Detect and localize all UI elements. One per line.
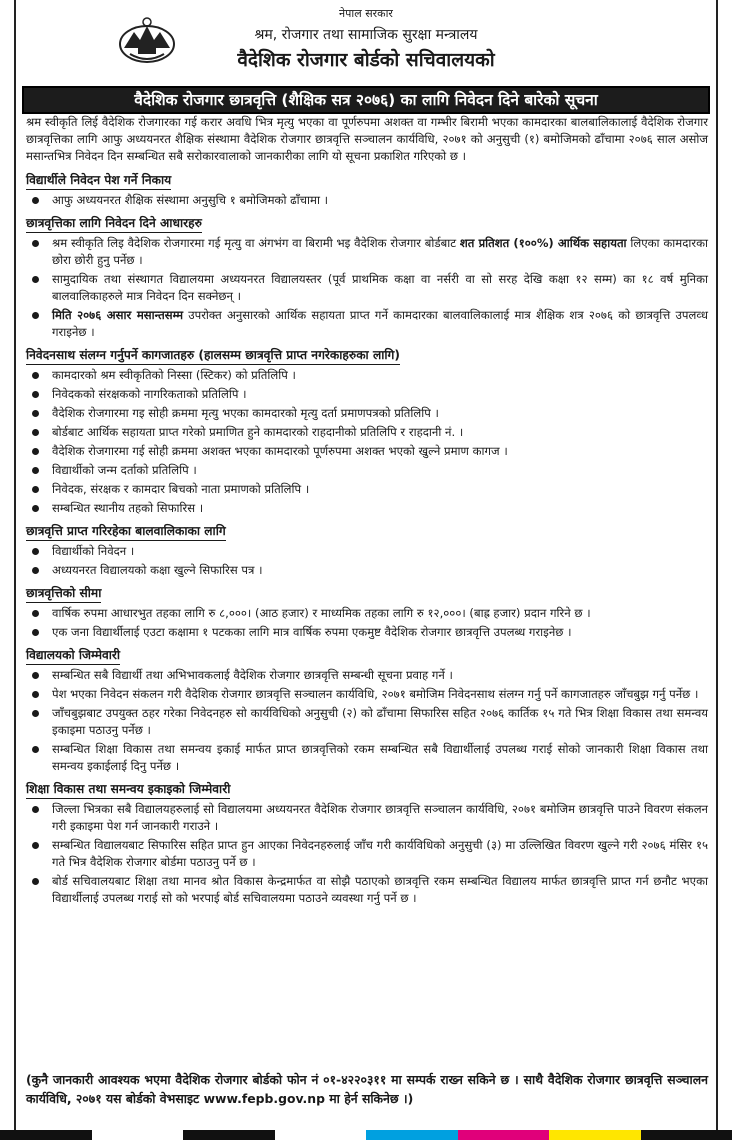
list-item-text: निवेदकको संरक्षकको नागरिकताको प्रतिलिपि ।: [52, 387, 247, 401]
list-item: [26, 705, 708, 739]
bullet-icon: [32, 391, 39, 398]
notice-page: [14, 0, 718, 1140]
list-item: [26, 562, 708, 579]
notice-body: [26, 114, 708, 912]
section-coordination-unit-responsibility: [26, 780, 708, 907]
list-item: [26, 686, 708, 703]
notice-title: वैदेशिक रोजगार छात्रवृत्ति (शैक्षिक सत्र २०७६) का लागि निवेदन दिने बारेको सूचना: [22, 86, 710, 114]
list-item: [26, 386, 708, 403]
bullet-icon: [32, 710, 39, 717]
list-item-text: कामदारको श्रम स्वीकृतिको निस्सा (स्टिकर) को प्रतिलिपि ।: [52, 368, 296, 382]
notice-header: [16, 0, 716, 84]
list-item-text: बोर्ड सचिवालयबाट शिक्षा तथा मानव श्रोत विकास केन्द्रमार्फत वा सोझै पठाएको छात्रवृत्ति रकम सम्बन्धित विद्यालय मार्फत छात्रवृत्ति प्राप्त गर्न छनौट भएका विद्यार्थीलाई उपलब्ध गराई सो को भरपाई बोर्ड सचिवालयमा पठाउने व्यवस्था गर्नु पर्ने छ ।: [52, 874, 708, 905]
section-title: छात्रवृत्ति प्राप्त गरिरहेका बालवालिकाका लागि: [26, 522, 226, 541]
print-color-marks: [0, 1130, 732, 1140]
bullet-icon: [32, 410, 39, 417]
list-item: [26, 405, 708, 422]
bullet-icon: [32, 746, 39, 753]
bullet-icon: [32, 691, 39, 698]
list-item: [26, 235, 708, 269]
list-item-text: वैदेशिक रोजगारमा गइ सोही क्रममा मृत्यु भएका कामदारको मृत्यु दर्ता प्रमाणपत्रको प्रतिलिपि ।: [52, 406, 439, 420]
list-item: [26, 801, 708, 835]
list-item-text: वैदेशिक रोजगारमा गई सोही क्रममा अशक्त भएका कामदारको पूर्णरुपमा अशक्त भएको खुल्ने प्रमाण कागज ।: [52, 444, 508, 458]
ministry-name: श्रम, रोजगार तथा सामाजिक सुरक्षा मन्त्रालय: [254, 27, 478, 43]
bullet-icon: [32, 505, 39, 512]
print-mark-swatch: [92, 1130, 184, 1140]
list-item: [26, 605, 708, 622]
list-item-text: सम्बन्धित शिक्षा विकास तथा समन्वय इकाई मार्फत प्राप्त छात्रवृत्तिको रकम सम्बन्धित सबै विद्यार्थीलाई उपलब्ध गराई सोको जानकारी शिक्षा विकास तथा समन्वय इकाईलाई दिनु पर्नेछ ।: [52, 742, 708, 773]
list-item-text: विद्यार्थीको निवेदन ।: [52, 544, 135, 558]
list-item: [26, 667, 708, 684]
footer-contact-note: (कुनै जानकारी आवश्यक भएमा वैदेशिक रोजगार बोर्डको फोन नं ०१-४२२०३११ मा सम्पर्क राख्न सकिने छ । साथै वैदेशिक रोजगार छात्रवृत्ति सञ्चालन कार्यविधि, २०७१ यस बोर्डको वेभसाइट www.fepb.gov.np मा हेर्न सकिनेछ ।): [26, 1072, 708, 1106]
government-name: नेपाल सरकार: [339, 7, 393, 20]
list-item: [26, 367, 708, 384]
list-item-text: अध्ययनरत विद्यालयको कक्षा खुल्ने सिफारिस पत्र ।: [52, 563, 263, 577]
bullet-icon: [32, 448, 39, 455]
list-item: [26, 741, 708, 775]
list-item-text: सम्बन्धित विद्यालयबाट सिफारिस सहित प्राप्त हुन आएका निवेदनहरुलाई जाँच गरी कार्यविधिको अनुसुची (३) मा उल्लिखित विवरण खुल्ने गरी २०७६ मंसिर १५ गते भित्र वैदेशिक रोजगार बोर्डमा पठाउनु पर्ने छ ।: [52, 838, 708, 869]
list-item-text: सम्बन्धित सबै विद्यार्थी तथा अभिभावकलाई वैदेशिक रोजगार छात्रवृत्ति सम्बन्धी सूचना प्रवाह गर्ने ।: [52, 668, 453, 682]
bullet-icon: [32, 548, 39, 555]
list-item-text: आफु अध्ययनरत शैक्षिक संस्थामा अनुसुचि १ बमोजिमको ढाँचामा ।: [52, 193, 329, 207]
print-mark-swatch: [549, 1130, 641, 1140]
list-item-text: सम्बन्धित स्थानीय तहको सिफारिस ।: [52, 501, 204, 515]
list-item: [26, 271, 708, 305]
list-item: [26, 624, 708, 641]
list-item-text: जिल्ला भित्रका सबै विद्यालयहरुलाई सो विद्यालयमा अध्ययनरत वैदेशिक रोजगार छात्रवृत्ति सञ्चालन कार्यविधि, २०७१ बमोजिम छात्रवृत्ति पाउने विवरण संकलन गरी इकाइमा पेश गर्न जानकारी गराउने ।: [52, 802, 708, 833]
bullet-icon: [32, 567, 39, 574]
section-title: छात्रवृत्तिका लागि निवेदन दिने आधारहरु: [26, 214, 202, 233]
bullet-icon: [32, 486, 39, 493]
bullet-icon: [32, 806, 39, 813]
section-title: शिक्षा विकास तथा समन्वय इकाइको जिम्मेवारी: [26, 780, 230, 799]
bullet-icon: [32, 429, 39, 436]
print-mark-swatch: [366, 1130, 458, 1140]
bullet-icon: [32, 312, 39, 319]
list-item: [26, 873, 708, 907]
section-application-body: [26, 171, 708, 209]
list-item-text: उपरोक्त अनुसारको आर्थिक सहायता प्राप्त गर्ने कामदारका बालवालिकालाई मात्र शैक्षिक शत्र २०७६ को छात्रवृत्ति उपलव्ध गराइनेछ ।: [52, 308, 709, 339]
section-title: छात्रवृत्तिको सीमा: [26, 584, 101, 603]
bullet-icon: [32, 878, 39, 885]
list-item-text: जाँचबुझबाट उपयुक्त ठहर गरेका निवेदनहरु सो कार्यविधिको अनुसुची (२) को ढाँचामा सिफारिस सहित २०७६ कार्तिक १५ गते भित्र शिक्षा विकास तथा समन्वय इकाइमा पठाउनु पर्नेछ ।: [52, 706, 708, 737]
section-required-documents: [26, 346, 708, 517]
section-school-responsibility: [26, 646, 708, 775]
section-eligibility: [26, 214, 708, 341]
print-mark-swatch: [0, 1130, 92, 1140]
list-item: [26, 481, 708, 498]
bullet-icon: [32, 240, 39, 247]
print-mark-swatch: [275, 1130, 367, 1140]
list-item: [26, 443, 708, 460]
list-item-text: वार्षिक रुपमा आधारभुत तहका लागि रु ८,०००। (आठ हजार) र माध्यमिक तहका लागि रु १२,०००। (बाह्र हजार) प्रदान गरिने छ ।: [52, 606, 591, 620]
section-continuing-students: [26, 522, 708, 579]
list-item-text: एक जना विद्यार्थीलाई एउटा कक्षामा १ पटकका लागि मात्र वार्षिक रुपमा एकमुष्ट वैदेशिक रोजगार छात्रवृत्ति उपलब्ध गराइनेछ ।: [52, 625, 572, 639]
bullet-icon: [32, 610, 39, 617]
list-item: [26, 307, 708, 341]
intro-paragraph: श्रम स्वीकृति लिई वैदेशिक रोजगारका गई करार अवधि भित्र मृत्यु भएका वा पूर्णरुपमा अशक्त वा गम्भीर बिरामी भएका कामदारका बालबालिकालाई वैदेशिक रोजगार छात्रवृत्तिका लागि आफु अध्ययनरत शैक्षिक संस्थामा वैदेशिक रोजगार छात्रवृत्ति सञ्चालन कार्यविधि, २०७१ को अनुसुची (१) बमोजिमको ढाँचामा २०७६ साल असोज मसान्तभित्र निवेदन दिन सम्बन्धित सबै सरोकारवालाको जानकारीका लागि यो सूचना प्रकाशित गरिएको छ ।: [26, 115, 708, 163]
list-item-text: निवेदक, संरक्षक र कामदार बिचको नाता प्रमाणको प्रतिलिपि ।: [52, 482, 310, 496]
list-item-text: लिएका कामदारका छोरा छोरी हुनु पर्नेछ ।: [52, 236, 709, 267]
section-title: विद्यालयको जिम्मेवारी: [26, 646, 120, 665]
list-item-emphasis: शत प्रतिशत (१००%) आर्थिक सहायता: [459, 236, 627, 250]
print-mark-swatch: [641, 1130, 732, 1140]
bullet-icon: [32, 629, 39, 636]
bullet-icon: [32, 372, 39, 379]
list-item: [26, 543, 708, 560]
section-title: निवेदनसाथ संलग्न गर्नुपर्ने कागजातहरु (हालसम्म छात्रवृत्ति प्राप्त नगरेकाहरुका लागि): [26, 346, 400, 365]
bullet-icon: [32, 467, 39, 474]
bullet-icon: [32, 197, 39, 204]
bullet-icon: [32, 276, 39, 283]
bullet-icon: [32, 842, 39, 849]
list-item-text: बोर्डबाट आर्थिक सहायता प्राप्त गरेको प्रमाणित हुने कामदारको राहदानीको प्रतिलिपि र राहदानी नं. ।: [52, 425, 464, 439]
list-item-text: पेश भएका निवेदन संकलन गरी वैदेशिक रोजगार छात्रवृत्ति सञ्चालन कार्यविधि, २०७१ बमोजिम निवेदनसाथ संलग्न गर्नु पर्ने कागजातहरु जाँचबुझ गर्नु पर्नेछ ।: [52, 687, 699, 701]
list-item-text: विद्यार्थीको जन्म दर्ताको प्रतिलिपि ।: [52, 463, 197, 477]
section-scholarship-limit: [26, 584, 708, 641]
print-mark-swatch: [183, 1130, 275, 1140]
list-item: [26, 192, 708, 209]
list-item-emphasis: मिति २०७६ असार मसान्तसम्म: [52, 308, 184, 322]
bullet-icon: [32, 672, 39, 679]
section-title: विद्यार्थीले निवेदन पेश गर्ने निकाय: [26, 171, 171, 190]
list-item: [26, 837, 708, 871]
list-item: [26, 424, 708, 441]
list-item: [26, 462, 708, 479]
list-item-text: श्रम स्वीकृति लिइ वैदेशिक रोजगारमा गई मृत्यु वा अंगभंग वा बिरामी भइ वैदेशिक रोजगार बोर्डबाट: [52, 236, 457, 250]
office-name: वैदेशिक रोजगार बोर्डको सचिवालयको: [237, 49, 495, 71]
list-item-text: सामुदायिक तथा संस्थागत विद्यालयमा अध्ययनरत विद्यालयस्तर (पूर्व प्राथमिक कक्षा वा नर्सरी वा सो सरह देखि कक्षा १२ सम्म) का १८ वर्ष मुनिका बालवालिकाहरुले मात्र निवेदन दिन सक्नेछन् ।: [52, 272, 708, 303]
list-item: [26, 500, 708, 517]
print-mark-swatch: [458, 1130, 550, 1140]
